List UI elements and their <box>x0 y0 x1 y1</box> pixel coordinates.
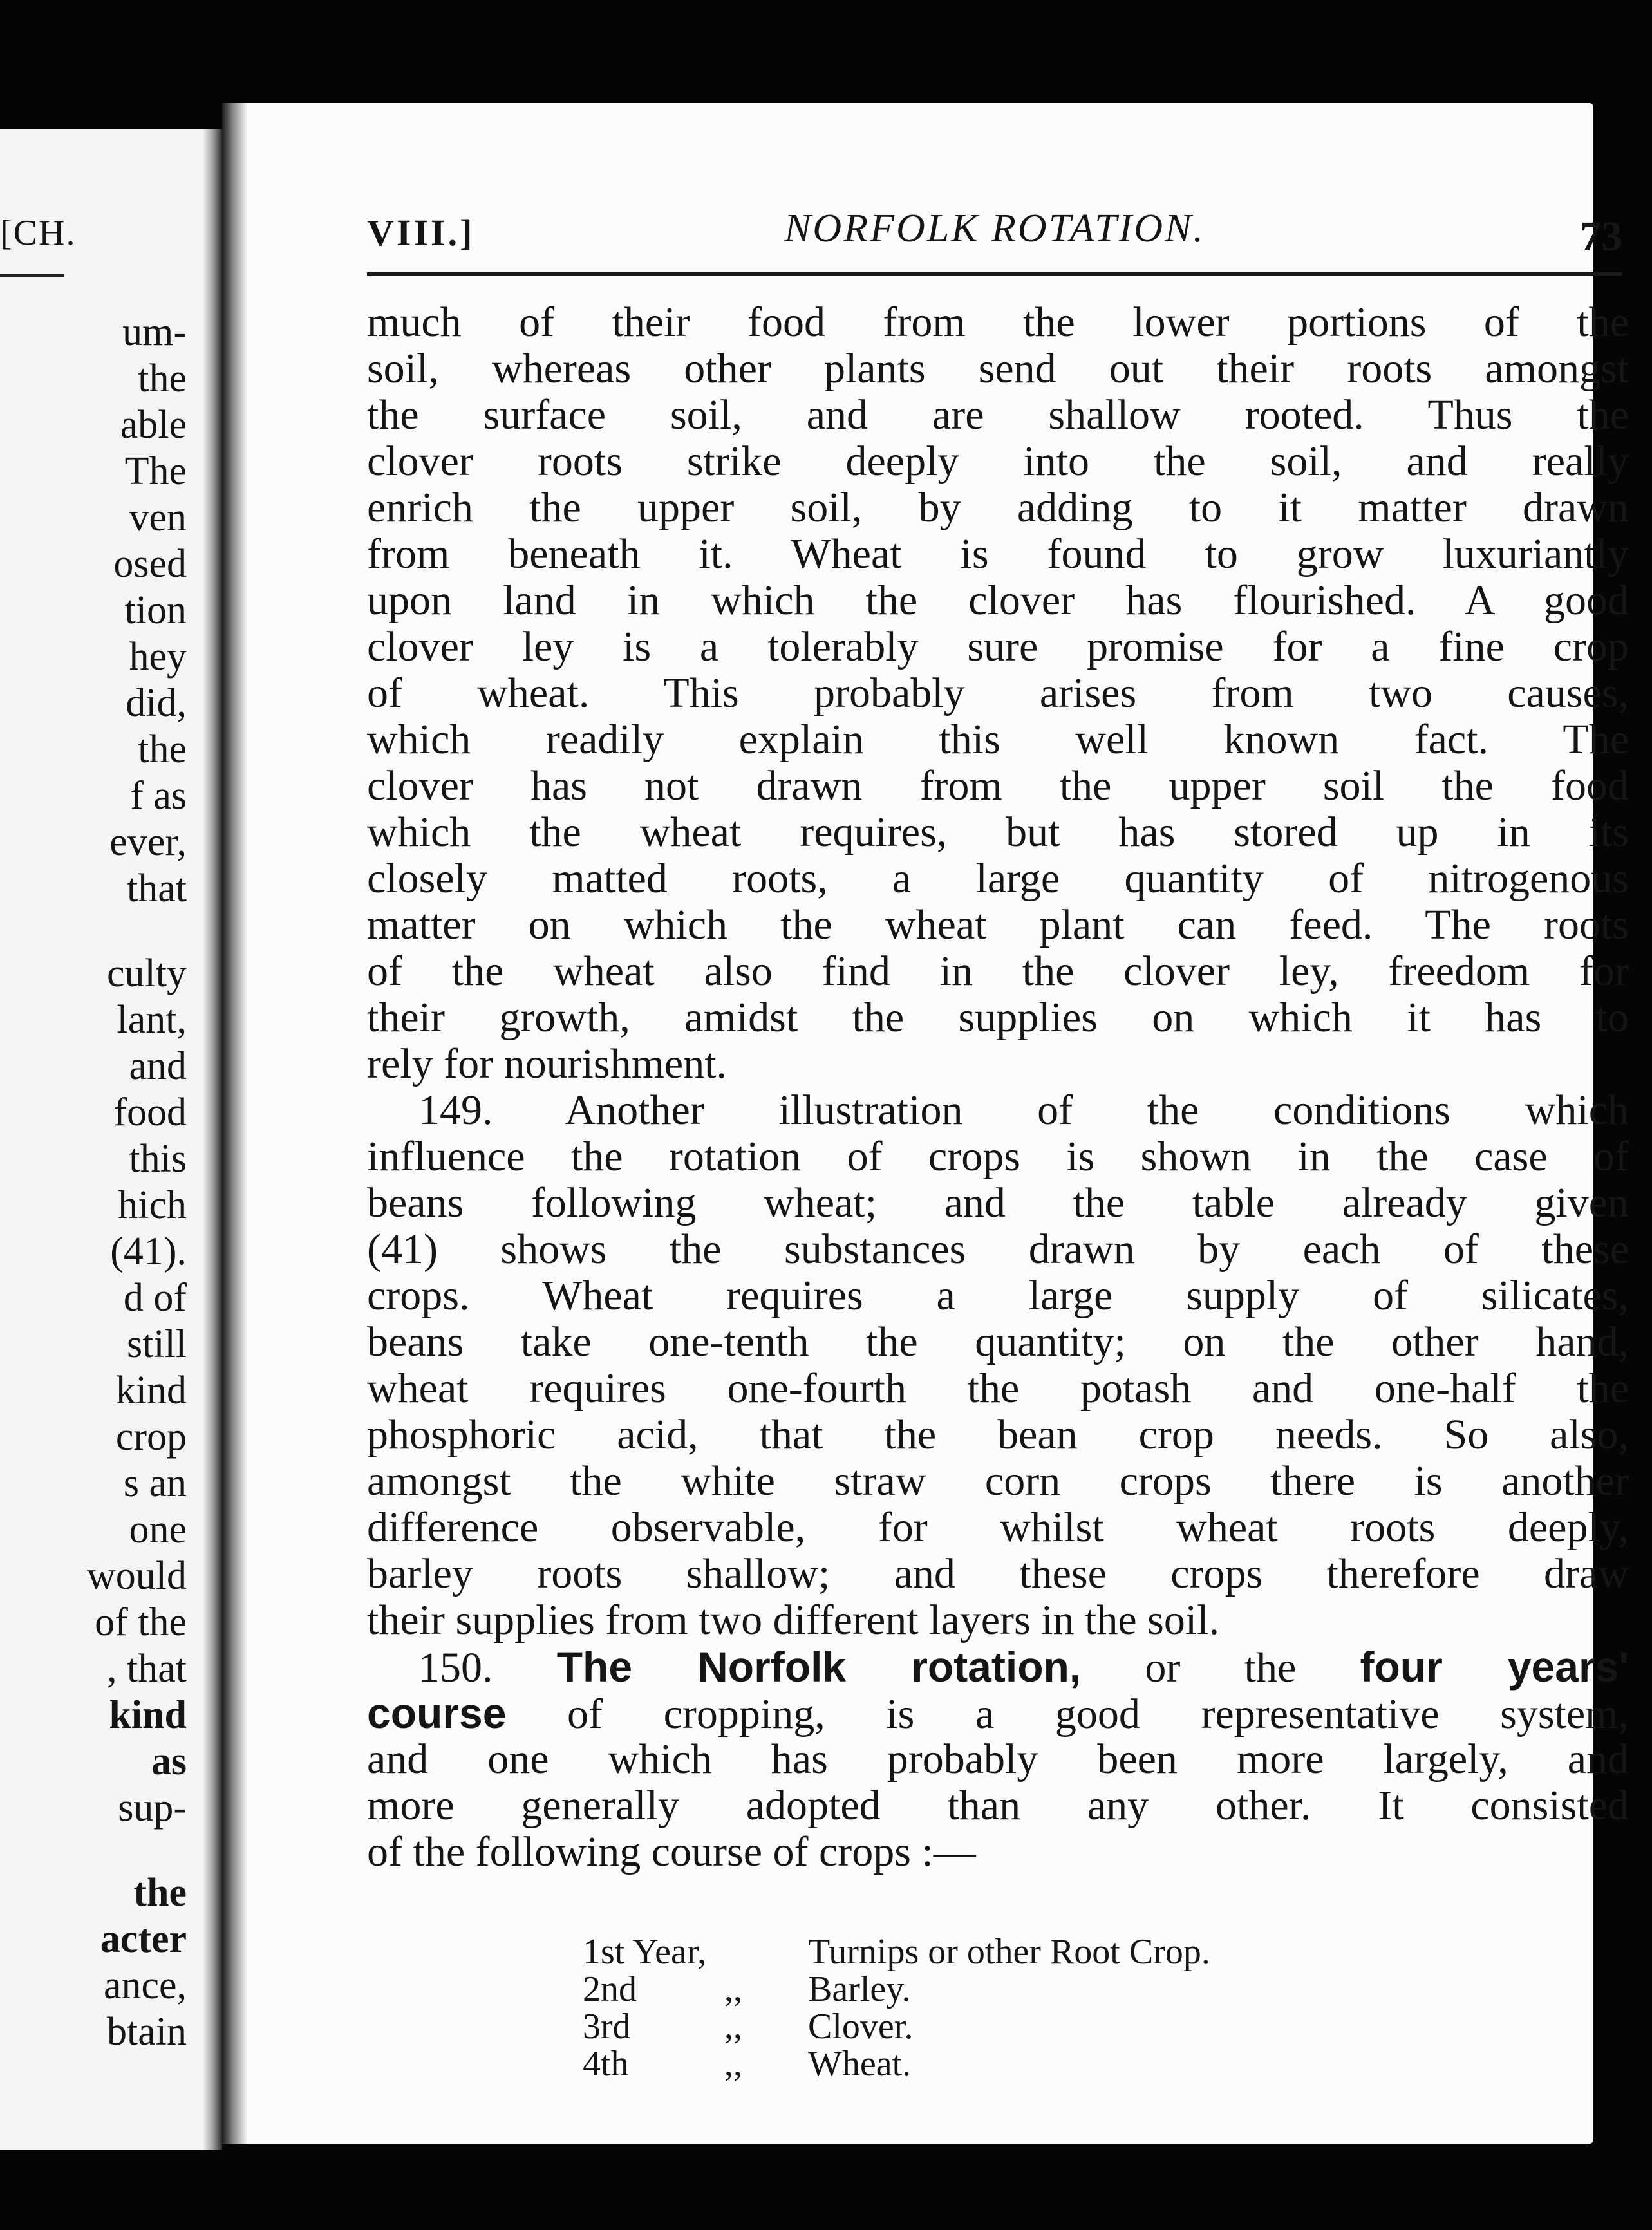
text-line: beans take one-tenth the quantity; on the other hand, <box>367 1318 1629 1365</box>
text-line: crops. Wheat requires a large supply of silicates, <box>367 1272 1629 1319</box>
text-line: clover ley is a tolerably sure promise for a fine crop <box>367 623 1629 670</box>
previous-page-line: f as <box>130 774 187 818</box>
text-line: from beneath it. Wheat is found to grow luxuriantly <box>367 530 1629 577</box>
bold-term-four-years: four years' <box>1360 1643 1629 1691</box>
previous-page-line: would <box>87 1554 187 1598</box>
previous-page-line: kind <box>109 1693 187 1737</box>
ditto-mark: ,, <box>724 2007 742 2047</box>
previous-page-line: hich <box>118 1183 187 1227</box>
page-number: 73 <box>1580 213 1622 260</box>
previous-page-line: tion <box>124 588 187 632</box>
text-line: and one which has probably been more largely, and <box>367 1736 1629 1783</box>
previous-page-line <box>87 912 187 950</box>
previous-page-line: hey <box>129 635 187 679</box>
rotation-table <box>583 1933 1210 2083</box>
previous-page-line: able <box>120 403 187 447</box>
rotation-row <box>583 2008 1210 2045</box>
rotation-crop: Turnips or other Root Crop. <box>808 1932 1210 1972</box>
paragraph-text: or the <box>1145 1644 1297 1691</box>
bold-term-course: course <box>367 1689 507 1737</box>
previous-page-line: of the <box>95 1600 187 1644</box>
text-line: rely for nourishment. <box>367 1040 727 1087</box>
rotation-row <box>583 1933 1210 1971</box>
text-line: upon land in which the clover has flourished. A good <box>367 577 1629 624</box>
text-line: their supplies from two different layers in the soil. <box>367 1597 1219 1644</box>
rotation-row <box>583 2045 1210 2083</box>
text-line: of wheat. This probably arises from two causes, <box>367 670 1629 717</box>
previous-page-line: that <box>127 867 187 910</box>
previous-page-rule <box>0 274 64 277</box>
rotation-year: 3rd <box>583 2007 631 2047</box>
text-line: enrich the upper soil, by adding to it matter drawn <box>367 484 1629 531</box>
previous-page-line: and <box>129 1044 187 1088</box>
previous-page-line: btain <box>107 2010 187 2054</box>
previous-page-line: did, <box>126 681 187 725</box>
previous-page-header: [CH. <box>0 213 77 253</box>
previous-page-line: lant, <box>117 998 187 1042</box>
running-head <box>367 200 1622 270</box>
previous-page-line: the <box>133 1871 187 1915</box>
previous-page <box>0 129 222 2150</box>
previous-page-line: , that <box>107 1647 187 1691</box>
previous-page-line: ance, <box>103 1963 187 2007</box>
text-line: wheat requires one-fourth the potash and one-half the <box>367 1365 1629 1412</box>
paragraph-number: 150. <box>418 1644 493 1691</box>
previous-page-line: The <box>124 449 187 493</box>
chapter-number: VIII.] <box>367 212 475 254</box>
ditto-mark: ,, <box>724 2044 742 2084</box>
ditto-mark <box>724 1933 808 1971</box>
paragraph-text: of cropping, is a good representative system, <box>567 1691 1629 1738</box>
previous-page-text <box>87 309 187 2055</box>
text-line: barley roots shallow; and these crops therefore draw <box>367 1550 1629 1597</box>
previous-page-line: kind <box>115 1369 187 1412</box>
text-line: which readily explain this well known fact. The <box>367 716 1629 763</box>
ditto-mark: ,, <box>724 1969 742 2009</box>
book-gutter <box>203 129 222 2150</box>
text-line: of the wheat also find in the clover ley, freedom for <box>367 948 1629 995</box>
text-line: (41) shows the substances drawn by each of these <box>367 1226 1629 1273</box>
previous-page-line: ven <box>129 496 187 539</box>
rotation-crop: Wheat. <box>808 2044 912 2084</box>
text-line: more generally adopted than any other. It consisted <box>367 1782 1629 1829</box>
rotation-crop: Clover. <box>808 2007 914 2047</box>
previous-page-line: one <box>129 1508 187 1551</box>
paragraph-149 <box>367 1087 1629 1644</box>
text-line: clover roots strike deeply into the soil, and really <box>367 438 1629 485</box>
previous-page-line: d of <box>123 1276 187 1320</box>
page-edge-shadow <box>222 103 248 2144</box>
text-line: soil, whereas other plants send out their roots amongst <box>367 345 1629 392</box>
paragraph-150 <box>367 1644 1629 1875</box>
text-line: matter on which the wheat plant can feed. The roots <box>367 901 1629 948</box>
bold-term-norfolk-rotation: The Norfolk rotation, <box>556 1643 1082 1691</box>
previous-page-line: osed <box>113 542 187 586</box>
paragraph-150-line <box>367 1644 1629 1690</box>
previous-page-line: food <box>113 1091 187 1134</box>
text-line: difference observable, for whilst wheat roots deeply, <box>367 1504 1629 1551</box>
rotation-crop: Barley. <box>808 1969 911 2009</box>
previous-page-line: as <box>151 1739 187 1783</box>
rotation-row <box>583 1971 1210 2008</box>
text-line: 149. Another illustration of the conditions which <box>418 1087 1629 1134</box>
paragraph-148-continued <box>367 299 1629 1087</box>
text-line: their growth, amidst the supplies on which it has to <box>367 994 1629 1041</box>
previous-page-line <box>87 1831 187 1869</box>
previous-page-line: ever, <box>109 820 187 864</box>
previous-page-line: culty <box>107 951 187 995</box>
paragraph-150-line <box>367 1690 1629 1736</box>
previous-page-line: the <box>138 727 187 771</box>
previous-page-line: the <box>138 357 187 400</box>
previous-page-line: still <box>126 1322 187 1366</box>
text-line: clover has not drawn from the upper soil the food <box>367 762 1629 809</box>
previous-page-line: sup- <box>118 1786 187 1830</box>
text-line: amongst the white straw corn crops there is another <box>367 1457 1629 1504</box>
text-line: influence the rotation of crops is shown in the case of <box>367 1133 1629 1180</box>
previous-page-line: um- <box>122 310 187 354</box>
chapter-title: NORFOLK ROTATION. <box>784 207 1205 250</box>
rotation-year: 1st Year, <box>583 1932 707 1972</box>
text-line: much of their food from the lower portions of the <box>367 299 1629 346</box>
rotation-year: 4th <box>583 2044 629 2084</box>
previous-page-line: acter <box>100 1917 187 1961</box>
text-line: beans following wheat; and the table already given <box>367 1179 1629 1226</box>
text-line: closely matted roots, a large quantity of nitrogenous <box>367 855 1629 902</box>
body-text <box>367 299 1629 1875</box>
rotation-year: 2nd <box>583 1969 637 2009</box>
text-line: the surface soil, and are shallow rooted. Thus the <box>367 391 1629 438</box>
header-rule <box>367 272 1622 276</box>
text-line: which the wheat requires, but has stored up in its <box>367 809 1629 856</box>
text-line: phosphoric acid, that the bean crop needs. So also, <box>367 1411 1629 1458</box>
previous-page-line: (41). <box>110 1230 187 1273</box>
previous-page-line: crop <box>115 1415 187 1459</box>
previous-page-line: this <box>129 1137 187 1181</box>
text-line: of the following course of crops :— <box>367 1828 976 1875</box>
previous-page-line: s an <box>123 1461 187 1505</box>
